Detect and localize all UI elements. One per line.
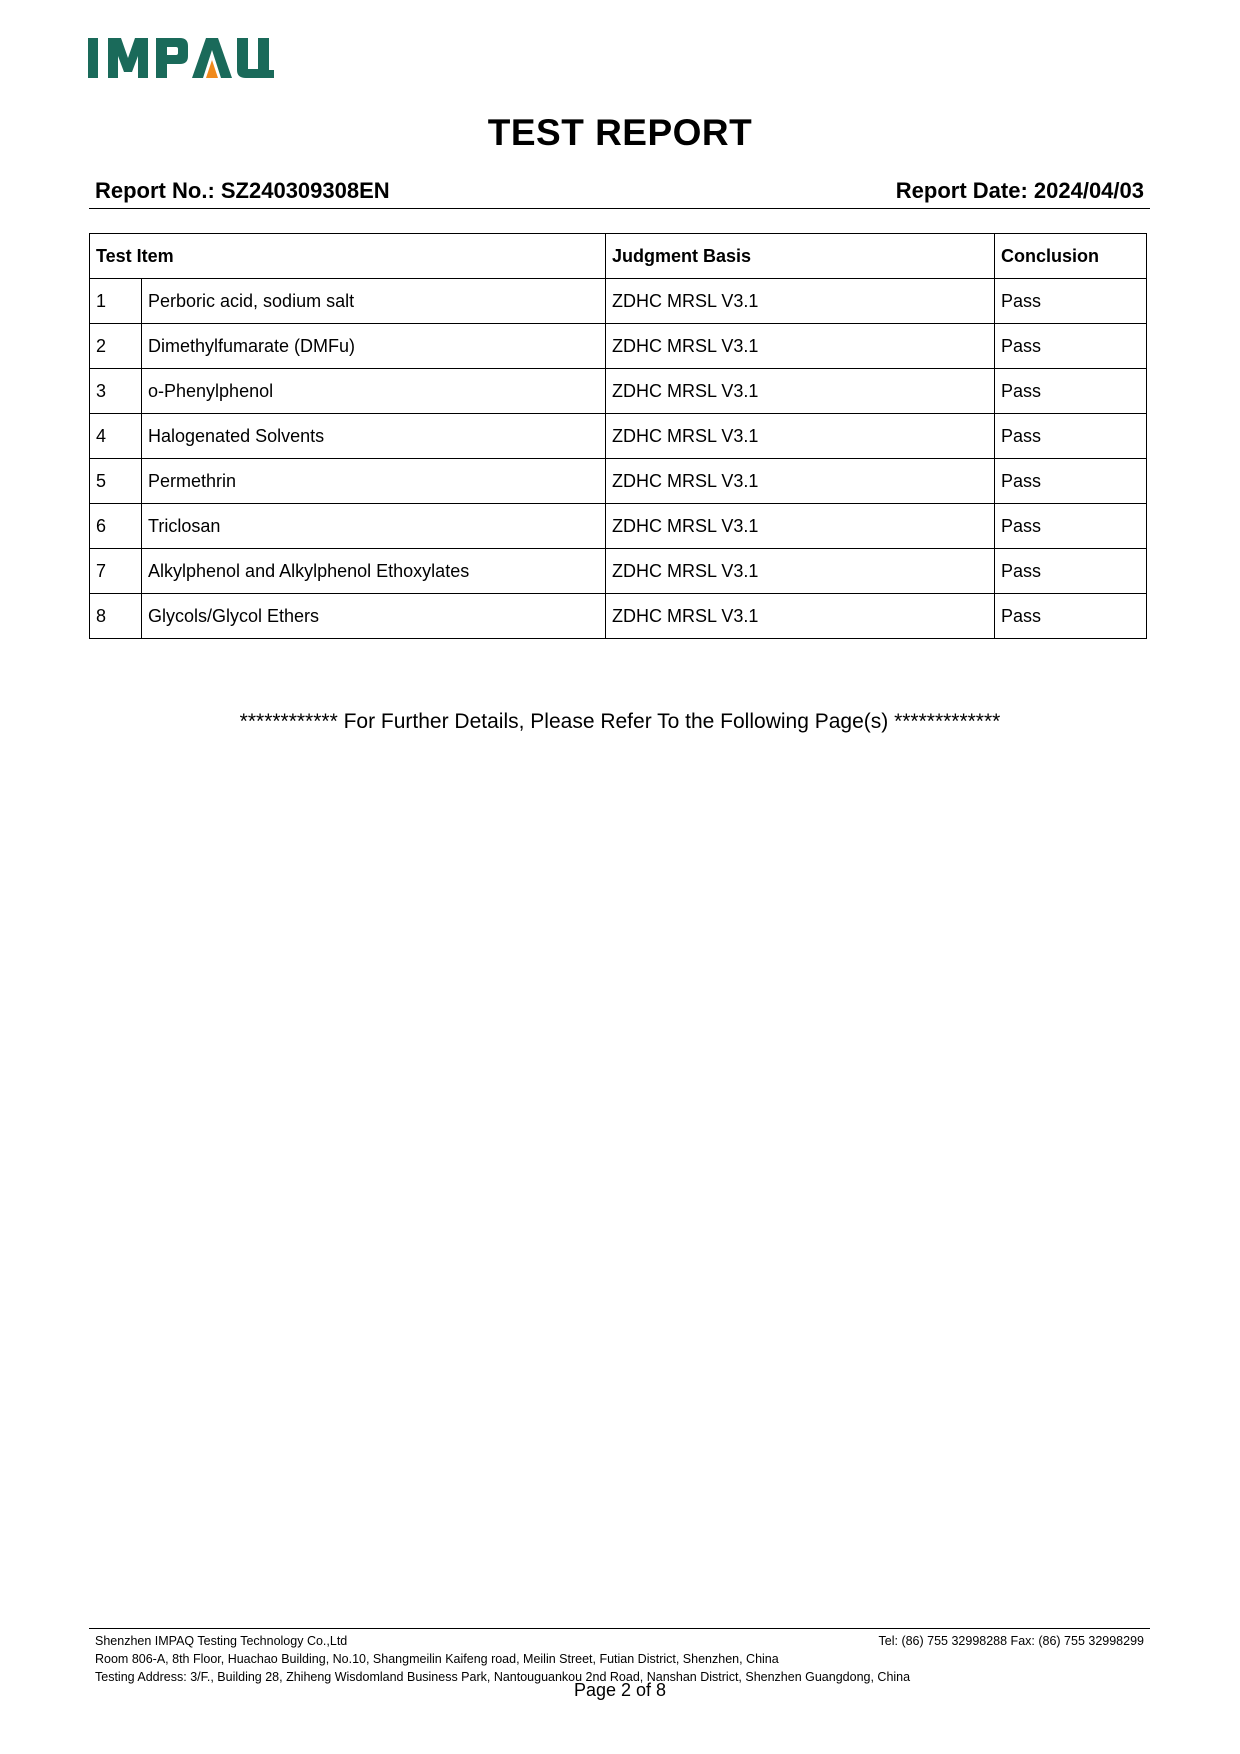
row-number: 4 <box>90 414 142 459</box>
row-conclusion: Pass <box>995 594 1147 639</box>
row-conclusion: Pass <box>995 369 1147 414</box>
table-row <box>90 504 1147 549</box>
row-test-item: Triclosan <box>142 504 606 549</box>
row-judgment-basis: ZDHC MRSL V3.1 <box>606 369 995 414</box>
report-header <box>89 178 1150 209</box>
row-test-item: Halogenated Solvents <box>142 414 606 459</box>
header-judgment-basis: Judgment Basis <box>606 234 995 279</box>
row-test-item: o-Phenylphenol <box>142 369 606 414</box>
footer-testing-address: Testing Address: 3/F., Building 28, Zhiheng Wisdomland Business Park, Nantouguankou 2nd Road, Nanshan District, Shenzhen Guangdong, China <box>95 1670 911 1684</box>
row-conclusion: Pass <box>995 549 1147 594</box>
table-header-row <box>90 234 1147 279</box>
table-row <box>90 549 1147 594</box>
footer-company: Shenzhen IMPAQ Testing Technology Co.,Ltd <box>95 1634 348 1648</box>
row-conclusion: Pass <box>995 414 1147 459</box>
report-number: Report No.: SZ240309308EN <box>95 178 390 203</box>
header-test-item: Test Item <box>90 234 606 279</box>
report-date: Report Date: 2024/04/03 <box>895 178 1144 203</box>
row-test-item: Permethrin <box>142 459 606 504</box>
page-footer <box>89 1628 1150 1686</box>
row-judgment-basis: ZDHC MRSL V3.1 <box>606 459 995 504</box>
page-number: Page 2 of 8 <box>573 1680 667 1700</box>
row-judgment-basis: ZDHC MRSL V3.1 <box>606 594 995 639</box>
further-details-note: ************ For Further Details, Please Refer To the Following Page(s) ************* <box>239 710 1001 733</box>
footer-room-address: Room 806-A, 8th Floor, Huachao Building, No.10, Shangmeilin Kaifeng road, Meilin Street, Futian District, Shenzhen, China <box>95 1652 779 1666</box>
row-number: 7 <box>90 549 142 594</box>
row-test-item: Alkylphenol and Alkylphenol Ethoxylates <box>142 549 606 594</box>
row-conclusion: Pass <box>995 324 1147 369</box>
row-judgment-basis: ZDHC MRSL V3.1 <box>606 414 995 459</box>
document-title: TEST REPORT <box>487 112 753 153</box>
row-test-item: Dimethylfumarate (DMFu) <box>142 324 606 369</box>
table-row <box>90 459 1147 504</box>
table-row <box>90 279 1147 324</box>
row-number: 8 <box>90 594 142 639</box>
row-number: 6 <box>90 504 142 549</box>
table-row <box>90 324 1147 369</box>
table-row <box>90 369 1147 414</box>
row-conclusion: Pass <box>995 504 1147 549</box>
table-row <box>90 414 1147 459</box>
test-results-table <box>89 233 1147 639</box>
row-conclusion: Pass <box>995 459 1147 504</box>
header-conclusion: Conclusion <box>995 234 1147 279</box>
row-judgment-basis: ZDHC MRSL V3.1 <box>606 279 995 324</box>
row-judgment-basis: ZDHC MRSL V3.1 <box>606 549 995 594</box>
row-conclusion: Pass <box>995 279 1147 324</box>
footer-contact: Tel: (86) 755 32998288 Fax: (86) 755 32998299 <box>878 1634 1144 1648</box>
row-number: 5 <box>90 459 142 504</box>
row-number: 1 <box>90 279 142 324</box>
row-number: 2 <box>90 324 142 369</box>
row-number: 3 <box>90 369 142 414</box>
row-judgment-basis: ZDHC MRSL V3.1 <box>606 504 995 549</box>
row-test-item: Glycols/Glycol Ethers <box>142 594 606 639</box>
row-test-item: Perboric acid, sodium salt <box>142 279 606 324</box>
company-logo <box>88 36 298 80</box>
table-row <box>90 594 1147 639</box>
row-judgment-basis: ZDHC MRSL V3.1 <box>606 324 995 369</box>
